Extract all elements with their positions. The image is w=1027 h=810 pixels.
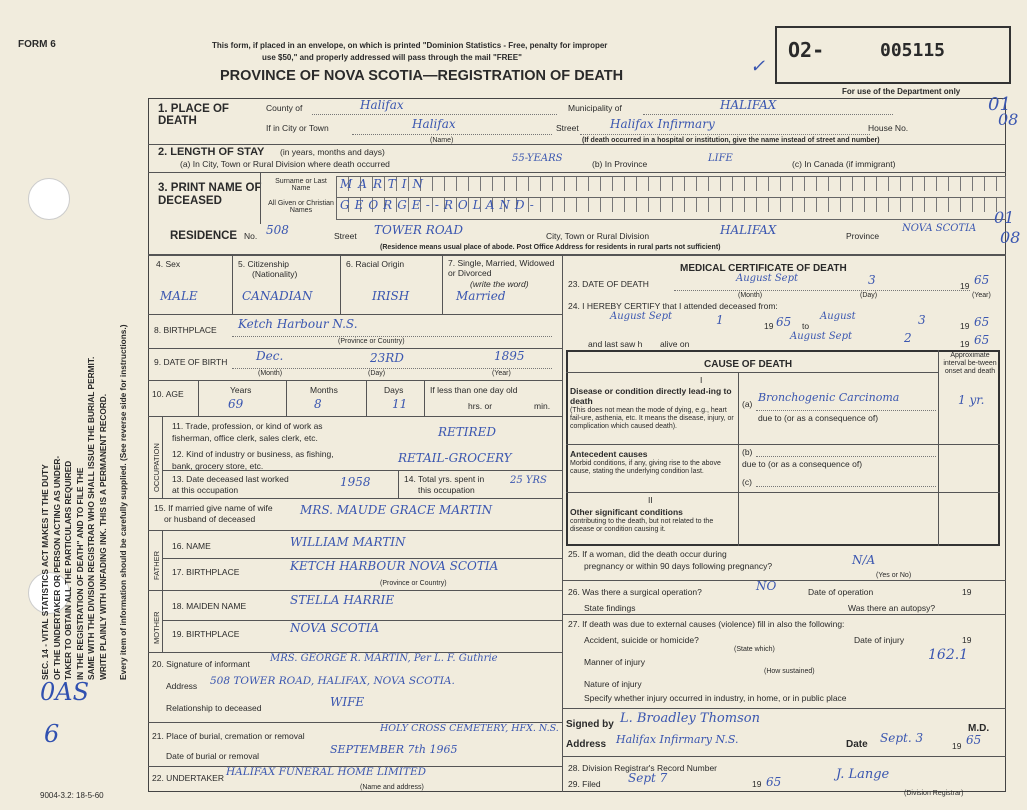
last-saw-label: and last saw h (588, 339, 643, 349)
undertaker-note: (Name and address) (360, 784, 424, 791)
death-day: 3 (868, 273, 876, 287)
margin-annotation-6: 6 (44, 720, 60, 748)
wife-label: 15. If married give name of wife (154, 503, 273, 513)
q27-label: 27. If death was due to external causes (violence) fill in also the following: (568, 619, 845, 629)
occupation-side-label: OCCUPATION (152, 443, 161, 492)
other-conditions-note: contributing to the death, but not related to the disease or condition causing it. (570, 518, 714, 533)
residence-code-08: 08 (1000, 228, 1021, 247)
residence-code-01: 01 (994, 208, 1015, 227)
racial-label: 6. Racial Origin (346, 259, 405, 269)
age-months-label: Months (310, 385, 338, 395)
mother-side-label: MOTHER (152, 611, 161, 644)
q27-which-note: (State which) (734, 646, 775, 653)
father-birthplace-note: (Province or Country) (380, 580, 447, 587)
attended-from-month: August Sept (610, 311, 673, 322)
dob-label: 9. DATE OF BIRTH (154, 357, 228, 367)
signed-by-label: Signed by (566, 719, 614, 730)
age-label: 10. AGE (152, 389, 184, 399)
occupation-11-label-b: fisherman, office clerk, sales clerk, etc. (172, 433, 318, 443)
cause-a-due: due to (or as a consequence of) (758, 413, 879, 423)
father-side-label: FATHER (152, 550, 161, 580)
q27-accident-label: Accident, suicide or homicide? (584, 635, 699, 645)
cause-a-value: Bronchogenic Carcinoma (758, 391, 900, 404)
residence-no: 508 (266, 223, 289, 237)
stay-a-value: 55-YEARS (512, 153, 563, 164)
cause-a-interval: 1 yr. (958, 393, 985, 407)
residence-street-label: Street (334, 231, 357, 241)
occupation-14-label-b: this occupation (418, 485, 475, 495)
mother-birthplace-label: 19. BIRTHPLACE (172, 629, 240, 639)
page-title: PROVINCE OF NOVA SCOTIA—REGISTRATION OF DEATH (220, 68, 624, 84)
surname-value: MARTIN (340, 177, 430, 191)
informant-address: 508 TOWER ROAD, HALIFAX, NOVA SCOTIA. (210, 675, 455, 687)
residence-city-label: City, Town or Rural Division (546, 231, 650, 241)
street-label: Street (556, 123, 579, 133)
relationship-value: WIFE (330, 695, 365, 709)
residence-province: NOVA SCOTIA (902, 223, 977, 234)
md-label: M.D. (968, 723, 990, 734)
last-saw-label-2: alive on (660, 339, 690, 349)
informant-address-label: Address (166, 681, 198, 691)
death-year: 65 (974, 273, 990, 287)
death-month: August Sept (736, 273, 799, 284)
registrar-record-label: 28. Division Registrar's Record Number (568, 763, 718, 773)
q27-specify-label: Specify whether injury occurred in industry, in home, or in public place (584, 693, 847, 703)
q25-note: (Yes or No) (876, 572, 912, 579)
occupation-12-label-b: bank, grocery store, etc. (172, 461, 264, 471)
sidebar-instructions: SEC. 14 - VITAL STATISTICS ACT MAKES IT THE DUTY OF THE UNDERTAKER OR PERSON ACTING AS UNDER- TAKER TO OBTAIN ALL THE PARTICULARS REQUIRED IN THE REGISTRATION OF DEATH" AND TO FILE THE SAME WITH THE DIVISION REGISTRAR WHO SHALL ISSUE THE BURIAL PERMIT. WRITE PLAINLY WITH UNFADING INK. THIS IS A PERMANENT RECORD. (40, 356, 108, 680)
q25-value: N/A (852, 553, 876, 567)
municipality-label: Municipality of (568, 103, 622, 113)
q25-label-1: 25. If a woman, did the death occur during (568, 549, 727, 559)
q25-label-2: pregnancy or within 90 days following pregnancy? (584, 561, 773, 571)
father-birthplace: KETCH HARBOUR NOVA SCOTIA (290, 559, 499, 573)
cause-of-death-title: CAUSE OF DEATH (704, 359, 793, 370)
residence-city: HALIFAX (720, 223, 777, 237)
death-day-note: (Day) (860, 292, 878, 299)
undertaker-value: HALIFAX FUNERAL HOME LIMITED (226, 766, 427, 778)
header-note-1: This form, if placed in an envelope, on which is printed "Dominion Statistics - Free, penalty for improper (212, 41, 608, 50)
age-days: 11 (392, 397, 408, 411)
q26-findings-label: State findings (584, 603, 636, 613)
occupation-12-value: RETAIL-GROCERY (398, 451, 512, 465)
age-hrs: hrs. or (468, 401, 493, 411)
birthplace-value: Ketch Harbour N.S. (238, 317, 358, 331)
cause-roman-1: I (700, 375, 703, 385)
last-saw-day: 2 (904, 331, 912, 345)
dob-month-note: (Month) (258, 370, 283, 377)
signed-year-prefix: 19 (952, 741, 962, 751)
attended-from-year: 65 (776, 315, 792, 329)
occupation-14-value: 25 YRS (510, 475, 547, 486)
burial-date-label: Date of burial or removal (166, 751, 260, 761)
street-value: Halifax Infirmary (610, 117, 715, 131)
q26-date-label: Date of operation (808, 587, 874, 597)
last-saw-year: 65 (974, 333, 990, 347)
other-conditions-label: Other significant conditions (570, 507, 683, 517)
signed-date: Sept. 3 (880, 731, 924, 745)
age-note: If less than one day old (430, 385, 518, 395)
citizenship-value: CANADIAN (242, 289, 313, 303)
cause-roman-2: II (648, 495, 653, 505)
length-of-stay-label: 2. LENGTH OF STAY (158, 146, 265, 158)
dob-day-note: (Day) (368, 370, 386, 377)
citizenship-label: 5. Citizenship (238, 259, 290, 269)
attended-label: 24. I HEREBY CERTIFY that I attended deceased from: (568, 301, 778, 311)
given-value: GEORGE--ROLAND- (340, 198, 539, 212)
stay-b-label: (b) In Province (592, 159, 648, 169)
county-value: Halifax (360, 98, 404, 112)
given-label: All Given or Christian Names (268, 200, 334, 215)
relationship-label: Relationship to deceased (166, 703, 262, 713)
occupation-13-label-b: at this occupation (172, 485, 239, 495)
marital-sub: (write the word) (470, 279, 529, 289)
marital-label: 7. Single, Married, Widowed or Divorced (448, 258, 555, 278)
father-birthplace-label: 17. BIRTHPLACE (172, 567, 240, 577)
q27-manner-label: Manner of injury (584, 657, 645, 667)
q27-date-injury-label: Date of injury (854, 635, 905, 645)
signed-address-label: Address (566, 739, 607, 750)
q26-label: 26. Was there a surgical operation? (568, 587, 702, 597)
attended-from-day: 1 (716, 313, 724, 327)
occupation-14-label: 14. Total yrs. spent in (404, 474, 485, 484)
filed-label: 29. Filed (568, 779, 601, 789)
residence-label: RESIDENCE (170, 230, 238, 242)
residence-street: TOWER ROAD (374, 223, 463, 237)
attended-to-label: to (802, 321, 810, 331)
date-of-death-label: 23. DATE OF DEATH (568, 279, 649, 289)
last-saw-month: August Sept (790, 331, 853, 342)
house-label: House No. (868, 123, 909, 133)
mother-maiden-label: 18. MAIDEN NAME (172, 601, 247, 611)
residence-no-label: No. (244, 231, 258, 241)
form-code: 9004-3.2: 18-5-60 (40, 791, 104, 800)
informant-signature: MRS. GEORGE R. MARTIN, Per L. F. Guthrie (270, 653, 498, 664)
physician-address: Halifax Infirmary N.S. (616, 733, 739, 746)
occupation-11-label: 11. Trade, profession, or kind of work as (172, 421, 323, 431)
interval-header: Approximate interval be-tween onset and death (943, 352, 997, 375)
q27-year-prefix: 19 (962, 635, 972, 645)
attended-to-year: 65 (974, 315, 990, 329)
informant-label: 20. Signature of informant (152, 659, 250, 669)
stay-c-label: (c) In Canada (if immigrant) (792, 159, 896, 169)
q26-value: NO (756, 579, 777, 593)
registration-prefix: O2- (788, 38, 825, 62)
age-months: 8 (314, 397, 322, 411)
disease-note: (This does not mean the mode of dying, e.g., heart fail-ure, asthenia, etc. It means the disease, injury, or complication which caused death). (570, 407, 734, 430)
medical-certificate-title: MEDICAL CERTIFICATE OF DEATH (680, 263, 847, 274)
city-label: If in City or Town (266, 123, 329, 133)
birthplace-label: 8. BIRTHPLACE (154, 325, 217, 335)
dob-year-note: (Year) (492, 370, 511, 377)
q27-nature-label: Nature of injury (584, 679, 642, 689)
undertaker-label: 22. UNDERTAKER (152, 773, 224, 783)
place-code-01: 01 (988, 94, 1011, 115)
antecedent-label: Antecedent causes (570, 449, 648, 459)
q26-year-prefix: 19 (962, 587, 972, 597)
signed-year: 65 (966, 733, 982, 747)
from-year-prefix: 19 (764, 321, 774, 331)
sidebar-note: Every item of information should be carefully supplied. (See reverse side for instructions.) (118, 324, 128, 680)
mother-birthplace: NOVA SCOTIA (290, 621, 380, 635)
age-years: 69 (228, 397, 244, 411)
filed-date: Sept 7 (628, 771, 668, 785)
municipality-value: HALIFAX (720, 98, 777, 112)
father-name: WILLIAM MARTIN (290, 535, 406, 549)
residence-note: (Residence means usual place of abode. Post Office Address for residents in rural parts not sufficient) (380, 244, 721, 251)
occupation-13-label: 13. Date deceased last worked (172, 474, 289, 484)
age-days-label: Days (384, 385, 404, 395)
age-years-label: Years (230, 385, 252, 395)
sex-value: MALE (160, 289, 198, 303)
occupation-12-label: 12. Kind of industry or business, as fishing, (172, 449, 334, 459)
burial-place-label: 21. Place of burial, cremation or removal (152, 731, 305, 741)
father-name-label: 16. NAME (172, 541, 211, 551)
age-min: min. (534, 401, 551, 411)
county-label: County of (266, 103, 303, 113)
q27-code: 162.1 (928, 647, 969, 663)
attended-to-month: August (820, 311, 856, 322)
wife-value: MRS. MAUDE GRACE MARTIN (300, 503, 493, 517)
death-year-prefix: 19 (960, 281, 970, 291)
birthplace-note: (Province or Country) (338, 338, 405, 345)
disease-label: Disease or condition directly lead-ing to death (570, 386, 732, 406)
occupation-11-value: RETIRED (438, 425, 496, 439)
to-year-prefix: 19 (960, 321, 970, 331)
filed-year: 65 (766, 775, 782, 789)
q27-how-note: (How sustained) (764, 668, 815, 675)
attended-to-day: 3 (918, 313, 926, 327)
signed-date-label: Date (846, 739, 868, 750)
cause-b-due: due to (or as a consequence of) (742, 459, 863, 469)
form-number: FORM 6 (18, 39, 56, 50)
name-note: (Name) (430, 137, 454, 144)
header-note-2: use $50," and properly addressed will pass through the mail "FREE" (262, 53, 522, 62)
burial-date: SEPTEMBER 7th 1965 (330, 743, 458, 756)
registrar-note: (Division Registrar) (904, 790, 964, 797)
racial-value: IRISH (372, 289, 410, 303)
occupation-13-value: 1958 (340, 475, 371, 489)
burial-place: HOLY CROSS CEMETERY, HFX. N.S. (380, 723, 559, 734)
check-mark: ✓ (750, 56, 766, 77)
residence-province-label: Province (846, 231, 880, 241)
death-year-note: (Year) (972, 292, 991, 299)
place-of-death-label: 1. PLACE OF DEATH (158, 103, 229, 127)
sex-label: 4. Sex (156, 259, 181, 269)
filed-year-prefix: 19 (752, 779, 762, 789)
last-year-prefix: 19 (960, 339, 970, 349)
deceased-name-label: 3. PRINT NAME OF DECEASED (158, 182, 262, 207)
marital-value: Married (456, 289, 506, 303)
stay-a-label: (a) In City, Town or Rural Division where death occurred (180, 159, 390, 169)
q26-autopsy-label: Was there an autopsy? (848, 603, 936, 613)
mother-maiden: STELLA HARRIE (290, 593, 395, 607)
dob-year: 1895 (494, 349, 525, 363)
cause-a-label: (a) (742, 399, 753, 409)
dob-day: 23RD (370, 351, 404, 365)
physician-signature: L. Broadley Thomson (620, 711, 760, 726)
stay-b-value: LIFE (708, 153, 733, 164)
registration-number: 005115 (880, 40, 946, 61)
city-value: Halifax (412, 117, 456, 131)
institution-note: (If death occurred in a hospital or institution, give the name instead of street and number) (582, 137, 880, 144)
registrar-signature: J. Lange (836, 767, 890, 782)
cause-b-label: (b) (742, 447, 753, 457)
margin-annotation-oas: 0AS (40, 678, 90, 706)
place-code-08: 08 (998, 110, 1019, 129)
antecedent-note: Morbid conditions, if any, giving rise to the above cause, stating the underlying condition last. (570, 460, 721, 475)
dob-month: Dec. (256, 349, 284, 363)
citizenship-sub: (Nationality) (252, 269, 298, 279)
stay-sub: (in years, months and days) (280, 147, 385, 157)
surname-label: Surname or Last Name (275, 178, 327, 193)
department-use-label: For use of the Department only (842, 87, 961, 96)
death-month-note: (Month) (738, 292, 763, 299)
cause-c-label: (c) (742, 477, 752, 487)
wife-label-2: or husband of deceased (164, 514, 256, 524)
